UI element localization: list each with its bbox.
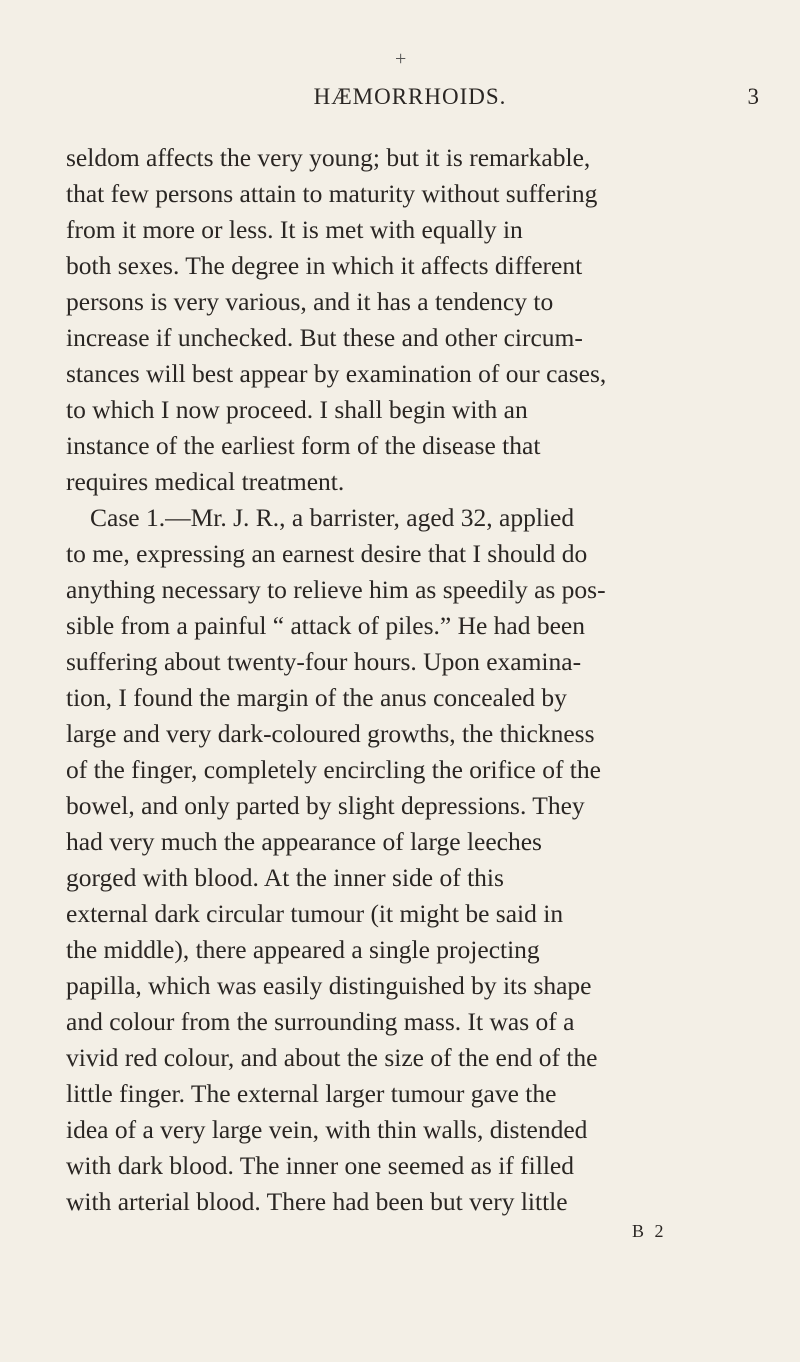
text-line: of the finger, completely encircling the orifice of the xyxy=(66,755,601,784)
text-line: had very much the appearance of large leeches xyxy=(66,827,542,856)
text-line: large and very dark-coloured growths, the thickness xyxy=(66,719,595,748)
text-line: and colour from the surrounding mass. It was of a xyxy=(66,1007,575,1036)
text-line: to which I now proceed. I shall begin with an xyxy=(66,395,528,424)
text-line: Case 1.—Mr. J. R., a barrister, aged 32, applied xyxy=(90,503,575,532)
text-line: persons is very various, and it has a tendency to xyxy=(66,287,554,316)
text-line: the middle), there appeared a single projecting xyxy=(66,935,540,964)
text-line: gorged with blood. At the inner side of this xyxy=(66,863,504,892)
text-line: idea of a very large vein, with thin walls, distended xyxy=(66,1115,588,1144)
text-line: suffering about twenty-four hours. Upon examina- xyxy=(66,647,582,676)
text-line: to me, expressing an earnest desire that I should do xyxy=(66,539,588,568)
signature-mark-row xyxy=(0,1221,800,1247)
signature-mark: B 2 xyxy=(632,1221,667,1241)
text-line: with arterial blood. There had been but very little xyxy=(66,1187,568,1216)
text-line: anything necessary to relieve him as speedily as pos- xyxy=(66,575,606,604)
text-line: tion, I found the margin of the anus concealed by xyxy=(66,683,567,712)
text-line: external dark circular tumour (it might be said in xyxy=(66,899,564,928)
text-line: little finger. The external larger tumour gave the xyxy=(66,1079,557,1108)
text-line: bowel, and only parted by slight depressions. They xyxy=(66,791,585,820)
page-number: 3 xyxy=(747,84,760,109)
printer-mark: + xyxy=(395,48,407,70)
text-line: both sexes. The degree in which it affects different xyxy=(66,251,583,280)
text-line: from it more or less. It is met with equally in xyxy=(66,215,523,244)
body-text xyxy=(66,140,756,1220)
text-line: requires medical treatment. xyxy=(66,467,345,496)
text-line: papilla, which was easily distinguished by its shape xyxy=(66,971,592,1000)
text-line: with dark blood. The inner one seemed as if filled xyxy=(66,1151,574,1180)
text-line: seldom affects the very young; but it is remarkable, xyxy=(66,143,591,172)
text-line: that few persons attain to maturity without suffering xyxy=(66,179,598,208)
text-line: instance of the earliest form of the disease that xyxy=(66,431,541,460)
page-title: HÆMORRHOIDS. xyxy=(313,84,507,109)
text-line: vivid red colour, and about the size of the end of the xyxy=(66,1043,598,1072)
text-line: stances will best appear by examination of our cases, xyxy=(66,359,607,388)
running-header xyxy=(60,84,760,120)
text-line: increase if unchecked. But these and other circum- xyxy=(66,323,583,352)
text-line: sible from a painful “ attack of piles.” He had been xyxy=(66,611,586,640)
